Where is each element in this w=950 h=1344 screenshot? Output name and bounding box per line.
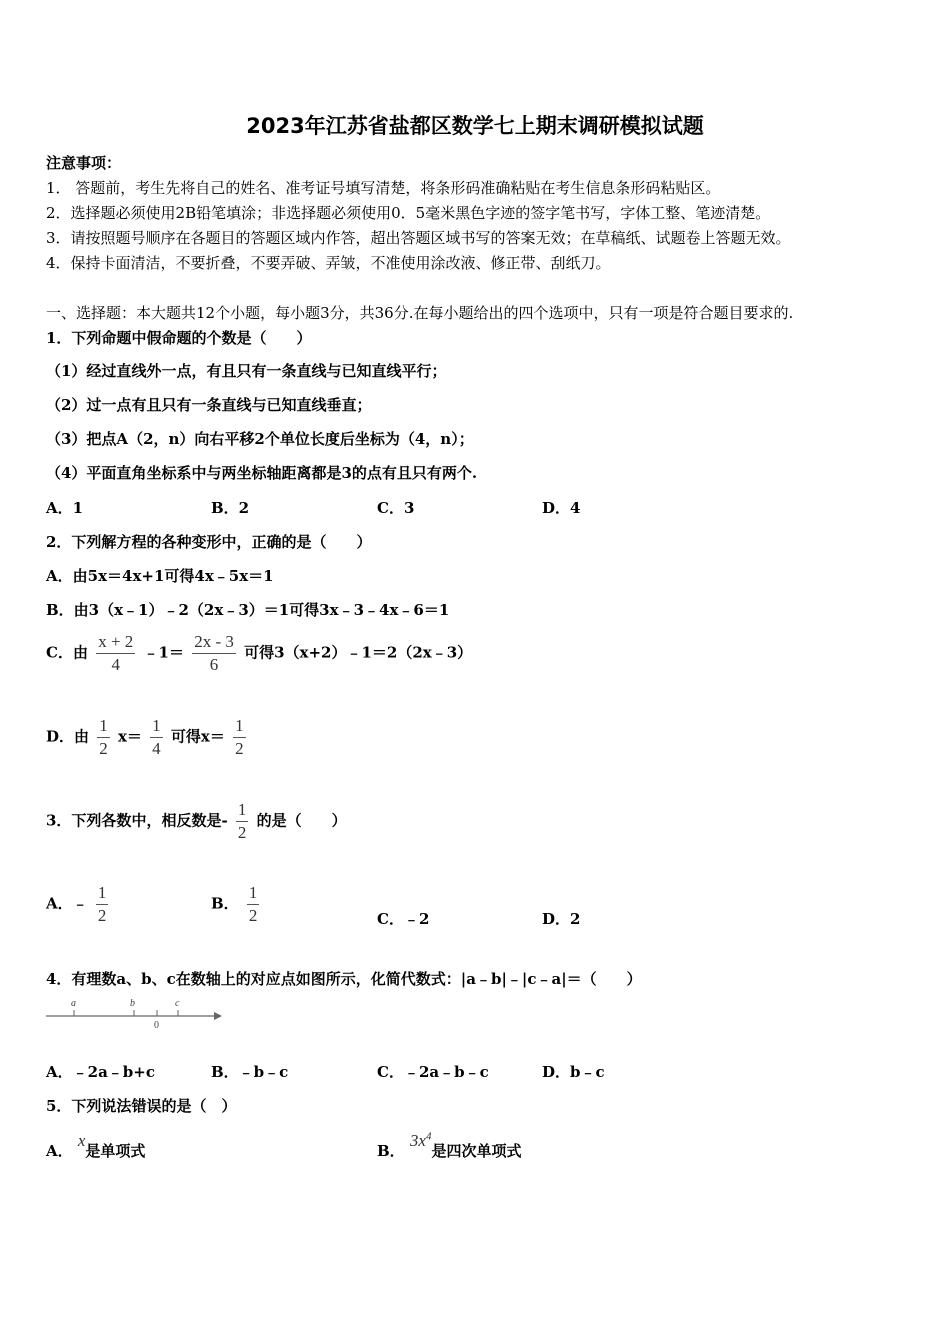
- label-0: 0: [154, 1020, 159, 1030]
- q5-option-a: [46, 1131, 146, 1161]
- fraction-numerator: x + 2: [96, 632, 135, 654]
- q3-b-label: B．: [211, 894, 239, 913]
- q3-stem-prefix: 3．下列各数中，相反数是: [46, 811, 222, 830]
- label-c: c: [175, 998, 180, 1009]
- q2-option-c: [46, 632, 472, 675]
- q1-option-d: D．4: [542, 499, 581, 517]
- q2-d-fraction-3: [233, 716, 246, 759]
- fraction-numerator: 1: [247, 883, 260, 905]
- q3-option-d: D．2: [542, 910, 581, 928]
- notice-item-1: 1． 答题前，考生先将自己的姓名、准考证号填写清楚，将条形码准确粘贴在考生信息条形码粘贴区。: [46, 179, 721, 197]
- q1-option-c: C．3: [377, 499, 415, 517]
- q2-c-mid: ﹣1＝: [143, 643, 184, 662]
- q4-option-a: A．﹣2a﹣b+c: [46, 1063, 155, 1081]
- notice-heading: 注意事项：: [46, 154, 122, 172]
- q5-option-b: [377, 1130, 522, 1161]
- number-line-figure: [44, 996, 224, 1030]
- q3-option-a: [46, 883, 111, 926]
- label-b: b: [130, 998, 135, 1009]
- fraction-denominator: 2: [235, 739, 244, 758]
- q5-a-text: 是单项式: [85, 1142, 146, 1160]
- q5-b-text: 是四次单项式: [431, 1142, 522, 1160]
- q2-option-a: A．由5x＝4x+1可得4x﹣5x＝1: [46, 567, 274, 585]
- q3-option-c: C．﹣2: [377, 910, 430, 928]
- q2-stem: 2．下列解方程的各种变形中，正确的是（ ）: [46, 533, 372, 551]
- q1-statement-4: （4）平面直角坐标系中与两坐标轴距离都是3的点有且只有两个.: [46, 464, 478, 482]
- q4-option-d: D．b﹣c: [542, 1063, 605, 1081]
- q1-stem: 1．下列命题中假命题的个数是（ ）: [46, 329, 312, 347]
- q1-option-b: B．2: [211, 499, 250, 517]
- fraction-denominator: 6: [209, 655, 219, 674]
- fraction-numerator: 1: [97, 716, 110, 738]
- fraction-numerator: 2x - 3: [192, 632, 236, 654]
- q2-option-b: B．由3（x﹣1）﹣2（2x﹣3）＝1可得3x﹣3﹣4x﹣6＝1: [46, 601, 450, 619]
- q1-statement-3: （3）把点A（2，n）向右平移2个单位长度后坐标为（4，n）；: [46, 430, 474, 448]
- fraction-denominator: 2: [97, 906, 107, 925]
- number-line-arrow: [214, 1012, 222, 1020]
- q3-stem: [46, 800, 347, 843]
- fraction-numerator: 1: [233, 716, 246, 738]
- q2-c-fraction-1: [96, 632, 135, 675]
- fraction-numerator: 1: [150, 716, 163, 738]
- q5-b-label: B．: [377, 1142, 405, 1160]
- q3-b-fraction: [247, 883, 260, 926]
- q3-option-b: [211, 883, 262, 926]
- q3-stem-suffix: 的是（ ）: [256, 811, 347, 830]
- notice-item-2: 2．选择题必须使用2B铅笔填涂；非选择题必须使用0．5毫米黑色字迹的签字笔书写，字体工整、笔迹清楚。: [46, 204, 771, 222]
- q2-c-fraction-2: [192, 632, 236, 675]
- q2-d-fraction-2: [150, 716, 163, 759]
- q2-d-prefix: D．由: [46, 727, 90, 746]
- label-a: a: [71, 998, 76, 1009]
- q2-d-fraction-1: [97, 716, 110, 759]
- q1-option-a: A．1: [46, 499, 84, 517]
- q5-b-base: 3x: [409, 1131, 426, 1150]
- q3-stem-fraction: [236, 800, 249, 843]
- q2-c-suffix: 可得3（x+2）﹣1＝2（2x﹣3）: [244, 643, 473, 662]
- q4-option-b: B．﹣b﹣c: [211, 1063, 289, 1081]
- q3-a-label: A．﹣: [46, 894, 88, 913]
- q2-c-prefix: C．由: [46, 643, 88, 662]
- q1-statement-1: （1）经过直线外一点，有且只有一条直线与已知直线平行；: [46, 362, 447, 380]
- q4-option-c: C．﹣2a﹣b﹣c: [377, 1063, 489, 1081]
- fraction-denominator: 4: [152, 739, 161, 758]
- q1-statement-2: （2）过一点有且只有一条直线与已知直线垂直；: [46, 396, 372, 414]
- q5-a-label: A．: [46, 1142, 73, 1160]
- q3-a-fraction: [96, 883, 109, 926]
- q5-b-exponent: 4: [425, 1130, 432, 1143]
- fraction-denominator: 4: [111, 655, 120, 674]
- q2-d-mid1: x＝: [117, 727, 142, 746]
- section-heading: 一、选择题：本大题共12个小题，每小题3分，共36分.在每小题给出的四个选项中，只有一项是符合题目要求的.: [46, 304, 794, 322]
- q3-neg-sign: -: [221, 811, 228, 830]
- q4-stem: 4．有理数a、b、c在数轴上的对应点如图所示，化简代数式：|a﹣b|﹣|c﹣a|＝（ ）: [46, 970, 642, 988]
- fraction-numerator: 1: [236, 800, 249, 822]
- q5-b-math: [410, 1131, 432, 1150]
- fraction-denominator: 2: [237, 823, 247, 842]
- q5-a-math: x: [77, 1131, 86, 1150]
- q2-d-mid2: 可得x＝: [170, 727, 225, 746]
- fraction-denominator: 2: [99, 739, 108, 758]
- page-title: 2023年江苏省盐都区数学七上期末调研模拟试题: [246, 114, 704, 138]
- fraction-numerator: 1: [96, 883, 109, 905]
- q5-stem: 5．下列说法错误的是（ ）: [46, 1097, 237, 1115]
- fraction-denominator: 2: [248, 906, 258, 925]
- notice-item-3: 3．请按照题号顺序在各题目的答题区域内作答，超出答题区域书写的答案无效；在草稿纸、试题卷上答题无效。: [46, 229, 791, 247]
- q2-option-d: [46, 716, 249, 759]
- notice-item-4: 4．保持卡面清洁，不要折叠，不要弄破、弄皱，不准使用涂改液、修正带、刮纸刀。: [46, 254, 611, 272]
